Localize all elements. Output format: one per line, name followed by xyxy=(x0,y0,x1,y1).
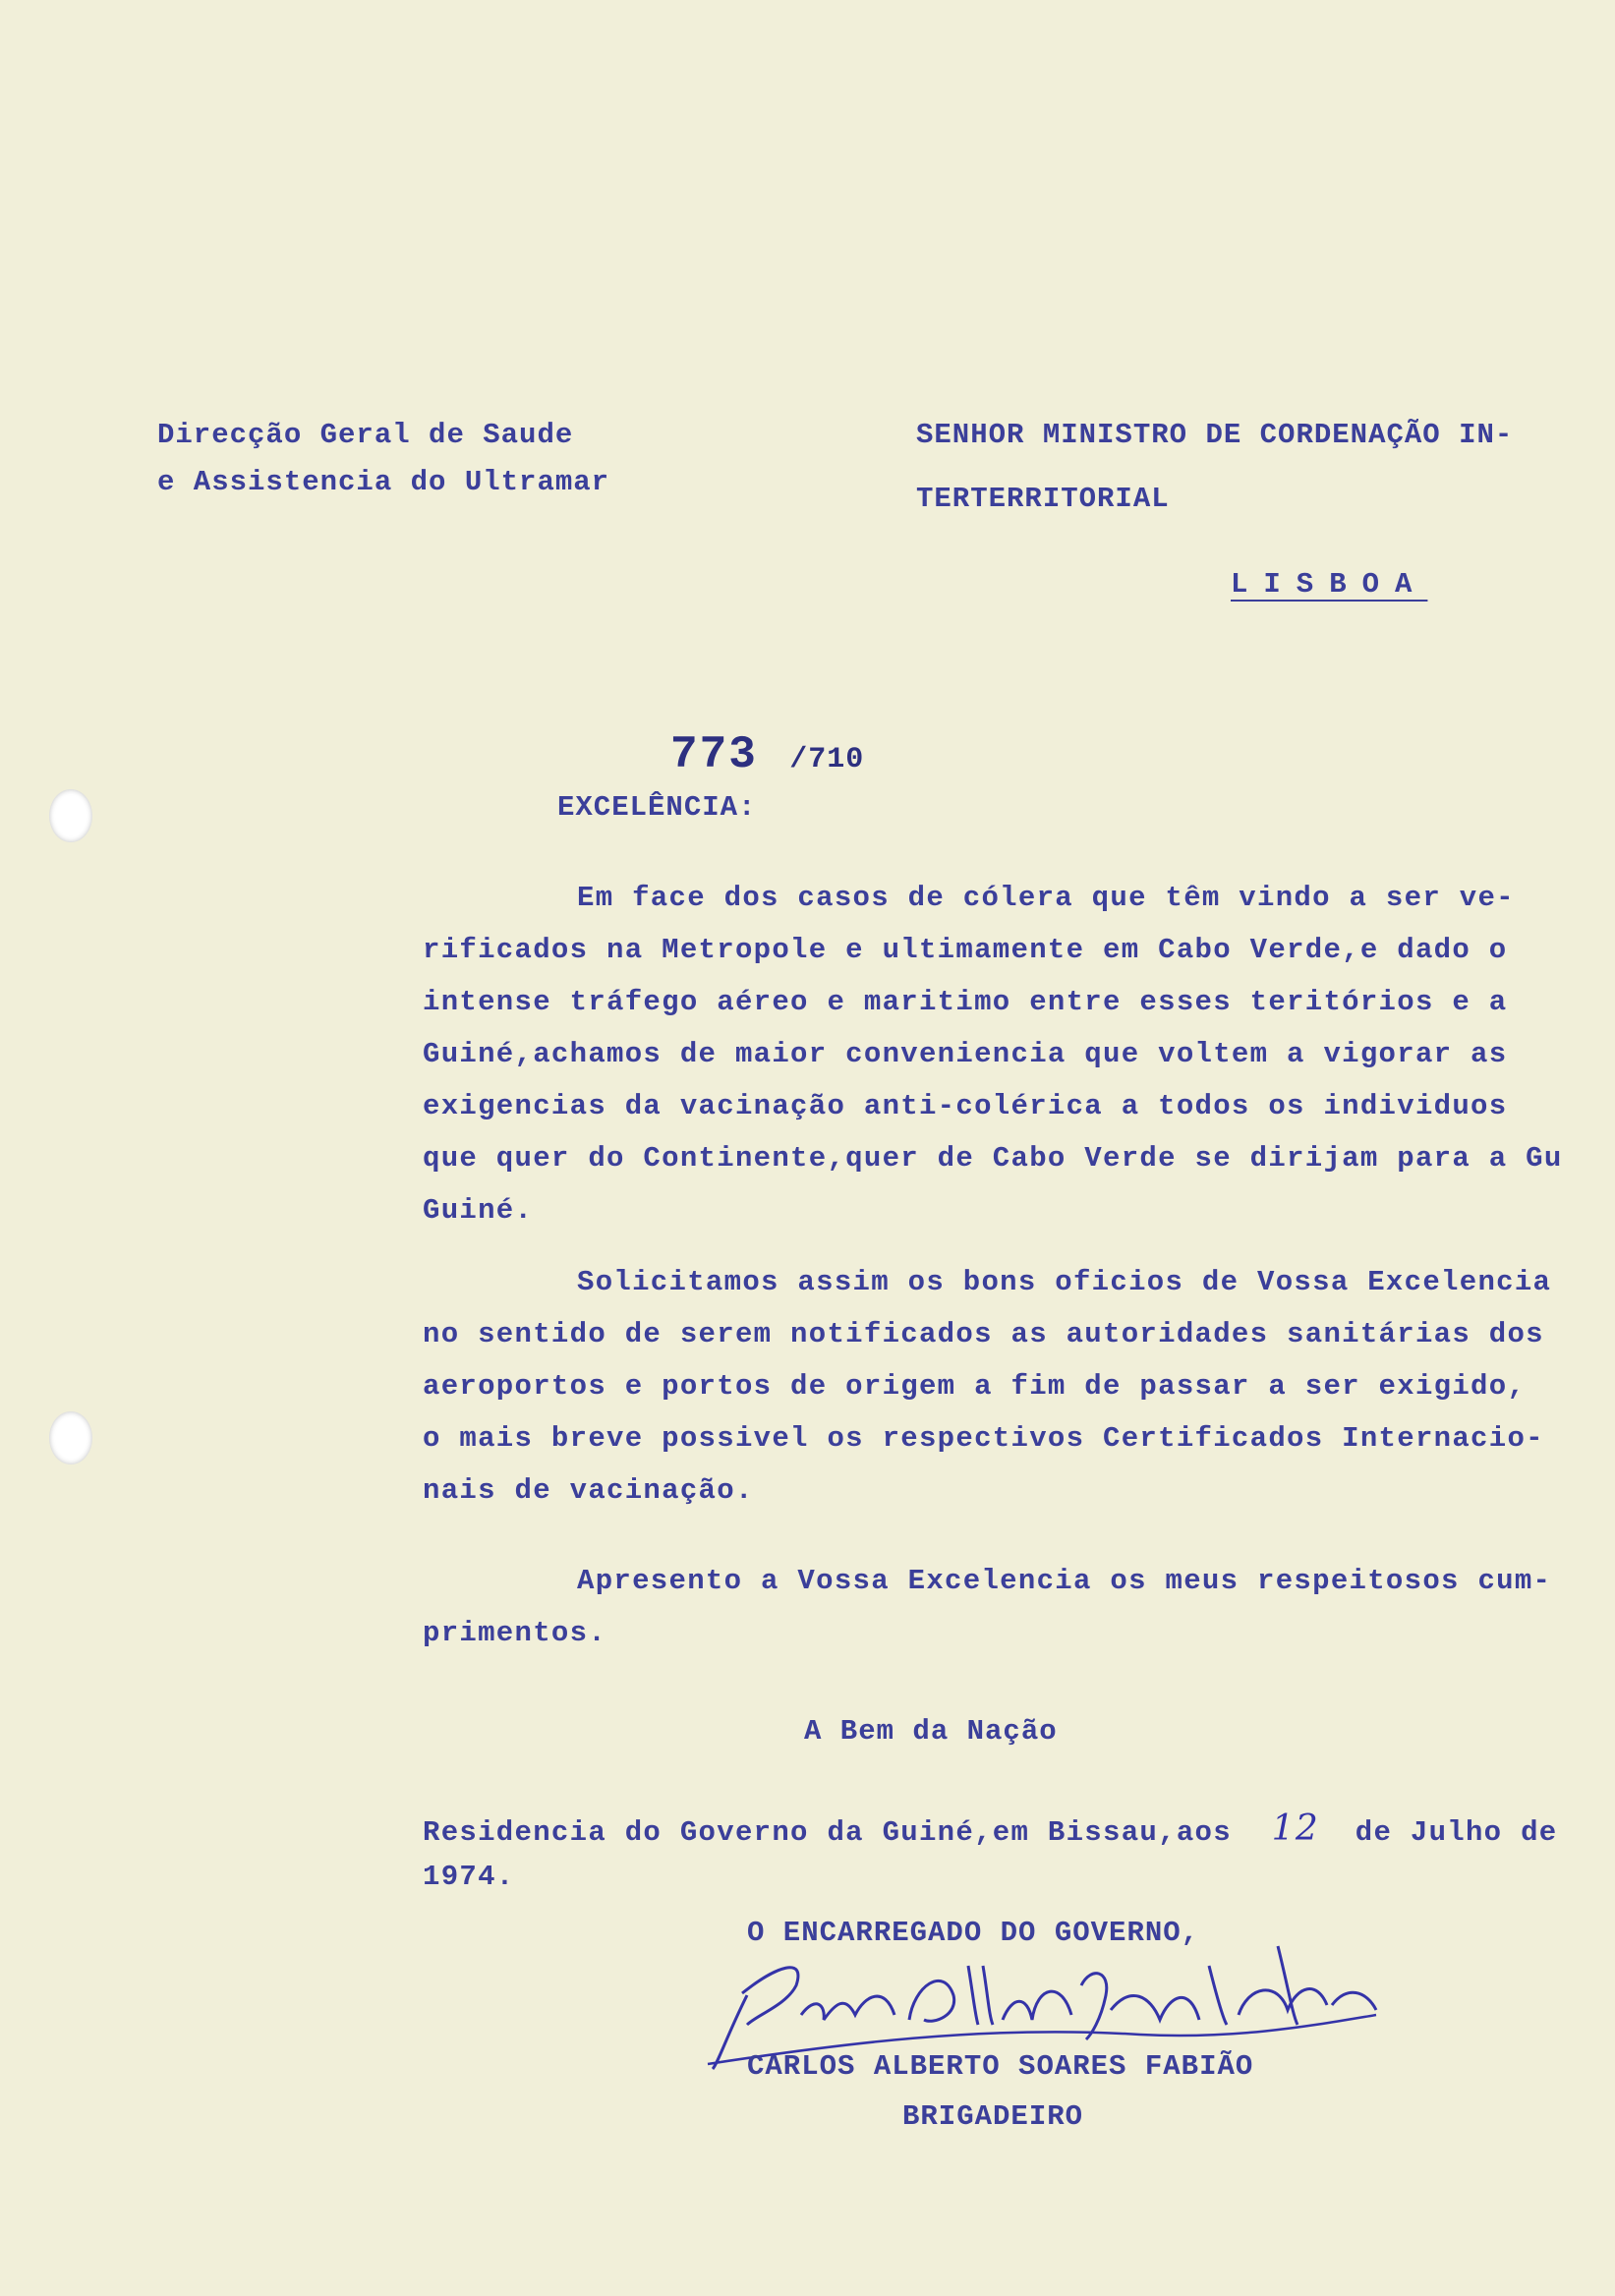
paragraph-2-line: no sentido de serem notificados as autoridades sanitárias dos xyxy=(423,1318,1544,1350)
date-line-prefix: Residencia do Governo da Guiné,em Bissau,aos xyxy=(423,1816,1232,1849)
signatory-title: O ENCARREGADO DO GOVERNO, xyxy=(747,1917,1200,1949)
date-line-suffix: de Julho de xyxy=(1355,1816,1558,1849)
salutation: EXCELÊNCIA: xyxy=(557,791,757,824)
signatory-rank: BRIGADEIRO xyxy=(902,2100,1084,2133)
punch-hole-bottom xyxy=(49,1411,92,1464)
date-day-handwritten: 12 xyxy=(1271,1808,1320,1849)
paragraph-1-line: intense tráfego aéreo e maritimo entre esses teritórios e a xyxy=(423,986,1508,1018)
sender-line-2: e Assistencia do Ultramar xyxy=(157,466,610,498)
paragraph-1-line: Guiné,achamos de maior conveniencia que voltem a vigorar as xyxy=(423,1038,1508,1070)
punch-hole-top xyxy=(49,789,92,842)
signatory-name: CARLOS ALBERTO SOARES FABIÃO xyxy=(747,2050,1254,2083)
reference-suffix: /710 xyxy=(789,743,865,776)
paragraph-1-line: exigencias da vacinação anti-colérica a todos os individuos xyxy=(423,1090,1508,1122)
paragraph-2-line: nais de vacinação. xyxy=(423,1474,754,1507)
date-line xyxy=(423,1808,1558,1849)
paragraph-1-line: Guiné. xyxy=(423,1194,534,1227)
paragraph-1-line: que quer do Continente,quer de Cabo Verde se dirijam para a Gu xyxy=(423,1142,1563,1175)
paragraph-1-line: rificados na Metropole e ultimamente em Cabo Verde,e dado o xyxy=(423,934,1508,966)
reference-number: 773 xyxy=(670,729,758,780)
paragraph-2-line: aeroportos e portos de origem a fim de passar a ser exigido, xyxy=(423,1370,1527,1403)
signature-stroke xyxy=(1239,1946,1376,2025)
paragraph-2-line: o mais breve possivel os respectivos Certificados Internacio- xyxy=(423,1422,1544,1455)
date-year: 1974. xyxy=(423,1861,515,1893)
signature-stroke xyxy=(909,1966,1071,2025)
paragraph-2-line: Solicitamos assim os bons oficios de Vossa Excelencia xyxy=(577,1266,1552,1298)
paragraph-3-line: Apresento a Vossa Excelencia os meus respeitosos cum- xyxy=(577,1565,1552,1597)
recipient-line-1: SENHOR MINISTRO DE CORDENAÇÃO IN- xyxy=(916,419,1514,451)
signature-stroke xyxy=(1081,1966,1227,2039)
sender-line-1: Direcção Geral de Saude xyxy=(157,419,574,451)
reference xyxy=(670,729,864,780)
paragraph-1-line: Em face dos casos de cólera que têm vindo a ser ve- xyxy=(577,882,1515,914)
recipient-line-2: TERTERRITORIAL xyxy=(916,483,1170,515)
recipient-city: LISBOA xyxy=(1231,568,1428,601)
paragraph-3-line: primentos. xyxy=(423,1617,607,1649)
closing-formula: A Bem da Nação xyxy=(804,1715,1058,1748)
